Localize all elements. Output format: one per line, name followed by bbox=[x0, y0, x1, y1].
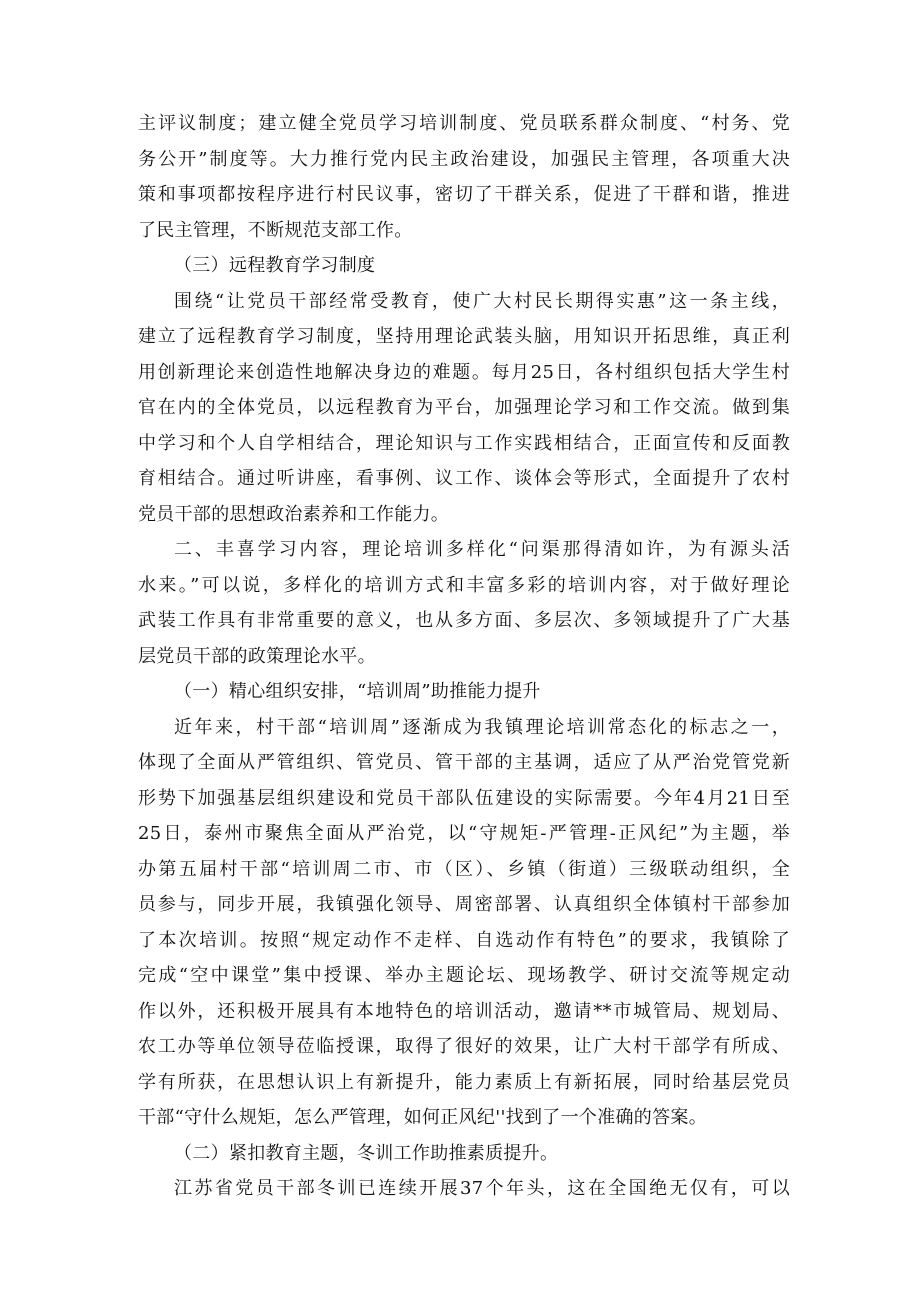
paragraph-line: 江苏省党员干部冬训已连续开展37个年头，这在全国绝无仅有，可以 bbox=[174, 1178, 790, 1199]
paragraph-line: 近年来，村干部“培训周”逐渐成为我镇理论培训常态化的标志之一， bbox=[174, 716, 790, 738]
paragraph-line: 了民主管理，不断规范支部工作。 bbox=[138, 219, 413, 241]
paragraph-line: 用创新理论来创造性地解决身边的难题。每月25日，各村组织包括大学生村 bbox=[138, 361, 790, 383]
paragraph-line: 育相结合。通过听讲座，看事例、议工作、谈体会等形式，全面提升了农村 bbox=[138, 468, 790, 489]
paragraph-line: 二、丰喜学习内容，理论培训多样化“问渠那得清如许，为有源头活 bbox=[174, 539, 790, 560]
paragraph-line: 作以外，还积极开展具有本地特色的培训活动，邀请**市城管局、规划局、 bbox=[138, 1000, 790, 1022]
paragraph-line: 策和事项都按程序进行村民议事，密切了干群关系，促进了干群和谐，推进 bbox=[138, 184, 790, 205]
paragraph-line: 党员干部的思想政治素养和工作能力。 bbox=[138, 503, 450, 525]
paragraph-line: 干部“守什么规矩，怎么严管理，如何正风纪''找到了一个准确的答案。 bbox=[138, 1107, 707, 1128]
paragraph-line: 了本次培训。按照“规定动作不走样、自选动作有特色”的要求，我镇除了 bbox=[138, 929, 790, 951]
paragraph-line: 官在内的全体党员，以远程教育为平台，加强理论学习和工作交流。做到集 bbox=[138, 397, 790, 418]
paragraph-line: 中学习和个人自学相结合，理论知识与工作实践相结合，正面宣传和反面教 bbox=[138, 432, 790, 454]
paragraph-line: 完成“空中课堂”集中授课、举办主题论坛、现场教学、研讨交流等规定动 bbox=[138, 965, 790, 986]
paragraph-line: 农工办等单位领导莅临授课，取得了很好的效果，让广大村干部学有所成、 bbox=[138, 1036, 790, 1057]
paragraph-line: 主评议制度；建立健全党员学习培训制度、党员联系群众制度、“村务、党 bbox=[138, 113, 790, 134]
document-body bbox=[138, 106, 790, 1207]
section-heading: （二）紧扣教育主题，冬训工作助推素质提升。 bbox=[174, 1142, 559, 1164]
paragraph-line: 办第五届村干部“培训周二市、市（区）、乡镇（街道）三级联动组织，全 bbox=[138, 858, 790, 880]
paragraph-line: 学有所获，在思想认识上有新提升，能力素质上有新拓展，同时给基层党员 bbox=[138, 1071, 790, 1093]
paragraph-line: 员参与，同步开展，我镇强化领导、周密部署、认真组织全体镇村干部参加 bbox=[138, 894, 790, 915]
paragraph-line: 建立了远程教育学习制度，坚持用理论武装头脑，用知识开拓思维，真正利 bbox=[138, 326, 790, 347]
paragraph-line: 25日，泰州市聚焦全面从严治党，以“守规矩-严管理-正风纪”为主题，举 bbox=[138, 823, 790, 844]
paragraph-line: 形势下加强基层组织建设和党员干部队伍建设的实际需要。今年4月21日至 bbox=[138, 787, 790, 809]
paragraph-line: 武装工作具有非常重要的意义，也从多方面、多层次、多领域提升了广大基 bbox=[138, 610, 790, 631]
paragraph-line: 水来。”可以说，多样化的培训方式和丰富多彩的培训内容，对于做好理论 bbox=[138, 574, 790, 596]
paragraph-line: 务公开”制度等。大力推行党内民主政治建设，加强民主管理，各项重大决 bbox=[138, 148, 790, 170]
paragraph-line: 体现了全面从严管组织、管党员、管干部的主基调，适应了从严治党管党新 bbox=[138, 752, 790, 773]
paragraph-line: 围绕“让党员干部经常受教育，使广大村民长期得实惠”这一条主线， bbox=[174, 290, 790, 312]
section-heading: （三）远程教育学习制度 bbox=[174, 255, 376, 276]
paragraph-line: 层党员干部的政策理论水平。 bbox=[138, 645, 376, 667]
section-heading: （一）精心组织安排，“培训周”助推能力提升 bbox=[174, 681, 541, 702]
